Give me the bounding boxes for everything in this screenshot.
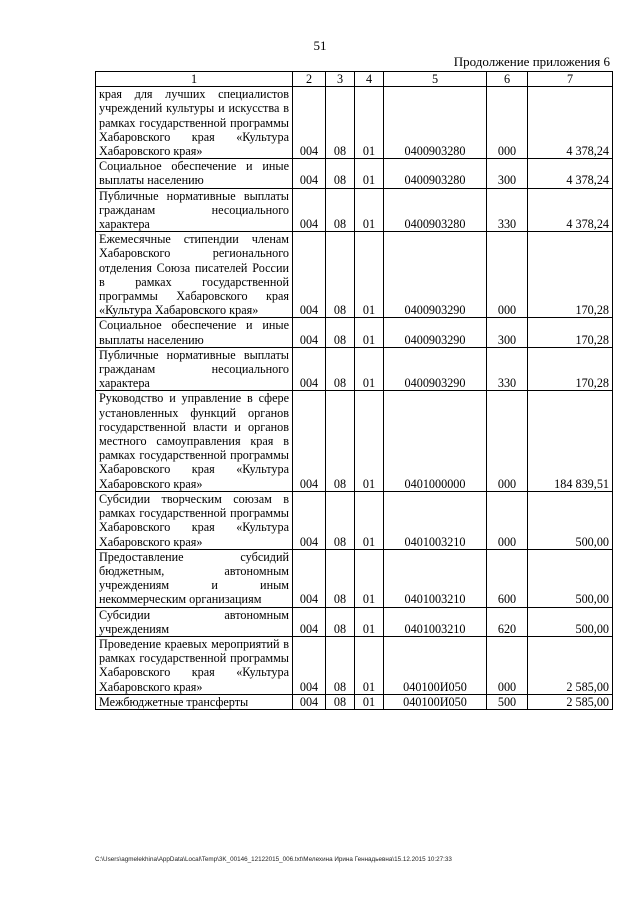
row-code-ministry-cell: 004 bbox=[293, 391, 326, 491]
row-name-cell: Публичные нормативные выплаты гражданам несоциального характера bbox=[96, 188, 293, 232]
row-code-expense-type-cell: 000 bbox=[487, 87, 528, 159]
row-code-subsection-cell: 01 bbox=[355, 87, 384, 159]
header-cell: 1 bbox=[96, 72, 293, 87]
row-code-target-cell: 0400903290 bbox=[384, 232, 487, 318]
row-code-section-cell: 08 bbox=[326, 636, 355, 694]
row-code-ministry-cell: 004 bbox=[293, 232, 326, 318]
appendix-continuation-note: Продолжение приложения 6 bbox=[453, 54, 610, 69]
row-amount-cell: 500,00 bbox=[528, 549, 613, 607]
row-code-ministry-cell: 004 bbox=[293, 491, 326, 549]
row-code-target-cell: 0400903290 bbox=[384, 318, 487, 347]
header-cell: 7 bbox=[528, 72, 613, 87]
row-amount-cell: 4 378,24 bbox=[528, 159, 613, 188]
row-code-subsection-cell: 01 bbox=[355, 347, 384, 391]
header-cell: 4 bbox=[355, 72, 384, 87]
row-code-expense-type-cell: 000 bbox=[487, 391, 528, 491]
row-code-target-cell: 0400903290 bbox=[384, 347, 487, 391]
row-name-cell: Социальное обеспечение и иные выплаты населению bbox=[96, 159, 293, 188]
row-code-expense-type-cell: 330 bbox=[487, 347, 528, 391]
row-code-ministry-cell: 004 bbox=[293, 636, 326, 694]
row-code-subsection-cell: 01 bbox=[355, 491, 384, 549]
table-body bbox=[96, 87, 613, 710]
row-amount-cell: 2 585,00 bbox=[528, 636, 613, 694]
row-code-expense-type-cell: 000 bbox=[487, 232, 528, 318]
row-amount-cell: 500,00 bbox=[528, 607, 613, 636]
header-row bbox=[96, 72, 613, 87]
row-amount-cell: 184 839,51 bbox=[528, 391, 613, 491]
row-code-ministry-cell: 004 bbox=[293, 318, 326, 347]
row-code-ministry-cell: 004 bbox=[293, 694, 326, 709]
row-code-section-cell: 08 bbox=[326, 549, 355, 607]
row-name-cell: Ежемесячные стипендии членам Хабаровского регионального отделения Союза писателей России в рамках государственной программы Хабаровского края «Культура Хабаровского края» bbox=[96, 232, 293, 318]
table-row bbox=[96, 549, 613, 607]
row-code-target-cell: 0400903280 bbox=[384, 159, 487, 188]
row-code-subsection-cell: 01 bbox=[355, 607, 384, 636]
row-name-cell: Публичные нормативные выплаты гражданам несоциального характера bbox=[96, 347, 293, 391]
row-code-section-cell: 08 bbox=[326, 347, 355, 391]
header-cell: 5 bbox=[384, 72, 487, 87]
row-code-expense-type-cell: 000 bbox=[487, 491, 528, 549]
row-name-cell: Субсидии творческим союзам в рамках государственной программы Хабаровского края «Культура Хабаровского края» bbox=[96, 491, 293, 549]
budget-table bbox=[95, 71, 613, 710]
row-code-expense-type-cell: 620 bbox=[487, 607, 528, 636]
table-row bbox=[96, 188, 613, 232]
row-amount-cell: 500,00 bbox=[528, 491, 613, 549]
footer-file-path: C:\Users\agmelekhina\AppData\Local\Temp\3K_00146_12122015_006.txt\Мелехина Ирина Геннадьевна\15.12.2015 10:27:33 bbox=[95, 856, 452, 863]
row-code-subsection-cell: 01 bbox=[355, 391, 384, 491]
row-code-section-cell: 08 bbox=[326, 694, 355, 709]
table-row bbox=[96, 636, 613, 694]
row-code-target-cell: 0401003210 bbox=[384, 549, 487, 607]
row-name-cell: Руководство и управление в сфере установленных функций органов государственной власти и органов местного самоуправления края в рамках государственной программы Хабаровского края «Культура Хабаровского края» bbox=[96, 391, 293, 491]
table-row bbox=[96, 318, 613, 347]
row-code-target-cell: 0400903280 bbox=[384, 87, 487, 159]
row-code-subsection-cell: 01 bbox=[355, 232, 384, 318]
row-amount-cell: 170,28 bbox=[528, 318, 613, 347]
table-row bbox=[96, 159, 613, 188]
row-amount-cell: 170,28 bbox=[528, 347, 613, 391]
row-code-section-cell: 08 bbox=[326, 391, 355, 491]
row-code-subsection-cell: 01 bbox=[355, 318, 384, 347]
row-code-section-cell: 08 bbox=[326, 188, 355, 232]
row-code-ministry-cell: 004 bbox=[293, 188, 326, 232]
row-code-subsection-cell: 01 bbox=[355, 549, 384, 607]
row-code-ministry-cell: 004 bbox=[293, 607, 326, 636]
row-name-cell: Межбюджетные трансферты bbox=[96, 694, 293, 709]
row-code-section-cell: 08 bbox=[326, 607, 355, 636]
row-code-expense-type-cell: 600 bbox=[487, 549, 528, 607]
row-code-target-cell: 0400903280 bbox=[384, 188, 487, 232]
row-name-cell: Проведение краевых мероприятий в рамках государственной программы Хабаровского края «Культура Хабаровского края» bbox=[96, 636, 293, 694]
row-code-ministry-cell: 004 bbox=[293, 87, 326, 159]
row-amount-cell: 4 378,24 bbox=[528, 87, 613, 159]
row-amount-cell: 170,28 bbox=[528, 232, 613, 318]
row-code-subsection-cell: 01 bbox=[355, 159, 384, 188]
row-code-subsection-cell: 01 bbox=[355, 188, 384, 232]
page-number: 51 bbox=[313, 38, 327, 53]
header-cell: 3 bbox=[326, 72, 355, 87]
row-code-target-cell: 0401000000 bbox=[384, 391, 487, 491]
table-row bbox=[96, 491, 613, 549]
table-row bbox=[96, 694, 613, 709]
table-row bbox=[96, 87, 613, 159]
row-code-expense-type-cell: 500 bbox=[487, 694, 528, 709]
row-code-section-cell: 08 bbox=[326, 491, 355, 549]
row-code-section-cell: 08 bbox=[326, 318, 355, 347]
row-code-ministry-cell: 004 bbox=[293, 159, 326, 188]
row-code-section-cell: 08 bbox=[326, 87, 355, 159]
row-code-expense-type-cell: 300 bbox=[487, 159, 528, 188]
row-amount-cell: 4 378,24 bbox=[528, 188, 613, 232]
table-row bbox=[96, 347, 613, 391]
row-name-cell: Предоставление субсидий бюджетным, автономным учреждениям и иным некоммерческим организациям bbox=[96, 549, 293, 607]
row-code-expense-type-cell: 300 bbox=[487, 318, 528, 347]
row-code-target-cell: 0401003210 bbox=[384, 607, 487, 636]
row-code-ministry-cell: 004 bbox=[293, 347, 326, 391]
row-code-target-cell: 040100И050 bbox=[384, 636, 487, 694]
header-cell: 2 bbox=[293, 72, 326, 87]
row-code-subsection-cell: 01 bbox=[355, 694, 384, 709]
row-code-expense-type-cell: 000 bbox=[487, 636, 528, 694]
row-code-target-cell: 0401003210 bbox=[384, 491, 487, 549]
table-row bbox=[96, 607, 613, 636]
row-code-ministry-cell: 004 bbox=[293, 549, 326, 607]
table-row bbox=[96, 232, 613, 318]
row-code-section-cell: 08 bbox=[326, 232, 355, 318]
row-code-target-cell: 040100И050 bbox=[384, 694, 487, 709]
header-cell: 6 bbox=[487, 72, 528, 87]
table-row bbox=[96, 391, 613, 491]
row-amount-cell: 2 585,00 bbox=[528, 694, 613, 709]
row-code-section-cell: 08 bbox=[326, 159, 355, 188]
row-code-expense-type-cell: 330 bbox=[487, 188, 528, 232]
row-name-cell: Субсидии автономным учреждениям bbox=[96, 607, 293, 636]
row-name-cell: края для лучших специалистов учреждений культуры и искусства в рамках государственной программы Хабаровского края «Культура Хабаровского края» bbox=[96, 87, 293, 159]
row-code-subsection-cell: 01 bbox=[355, 636, 384, 694]
row-name-cell: Социальное обеспечение и иные выплаты населению bbox=[96, 318, 293, 347]
